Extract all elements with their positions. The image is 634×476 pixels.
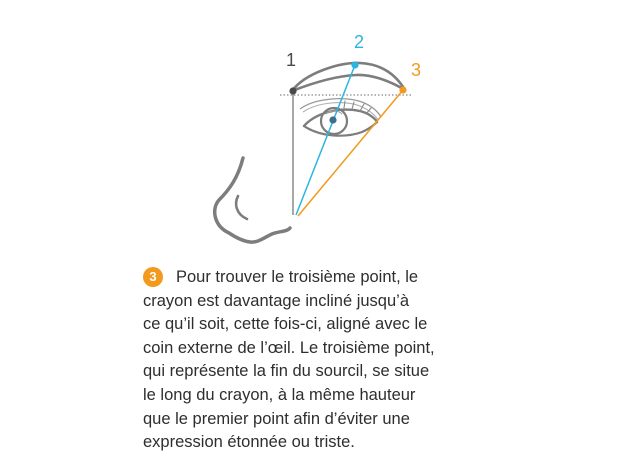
step-line: ce qu’il soit, cette fois-ci, aligné avec le [143,315,428,334]
eyebrow-outline [292,63,405,91]
nose-outline [215,158,290,242]
step-line: qui représente la fin du sourcil, se situe [143,362,430,381]
point-1-marker [289,87,296,94]
step-line-text: Pour trouver le troisième point, le [176,268,419,286]
step-line: le long du crayon, à la même hauteur [143,385,416,404]
point-2-marker [351,61,358,68]
pupil-marker [329,116,336,123]
step-line: coin externe de l’œil. Le troisième point, [143,338,435,357]
point-3-label: 3 [411,60,422,80]
step-line [143,266,503,290]
eye-upper-lid [304,110,377,126]
point-3-marker [399,86,406,93]
point-2-label: 2 [354,32,365,52]
point-1-label: 1 [286,50,297,70]
step-line: expression étonnée ou triste. [143,433,355,452]
step-description [143,266,503,455]
step-line: crayon est davantage incliné jusqu’à [143,291,410,310]
step-line: que le premier point afin d’éviter une [143,409,410,428]
nostril-outline [236,196,247,219]
step-number-badge: 3 [143,267,163,287]
